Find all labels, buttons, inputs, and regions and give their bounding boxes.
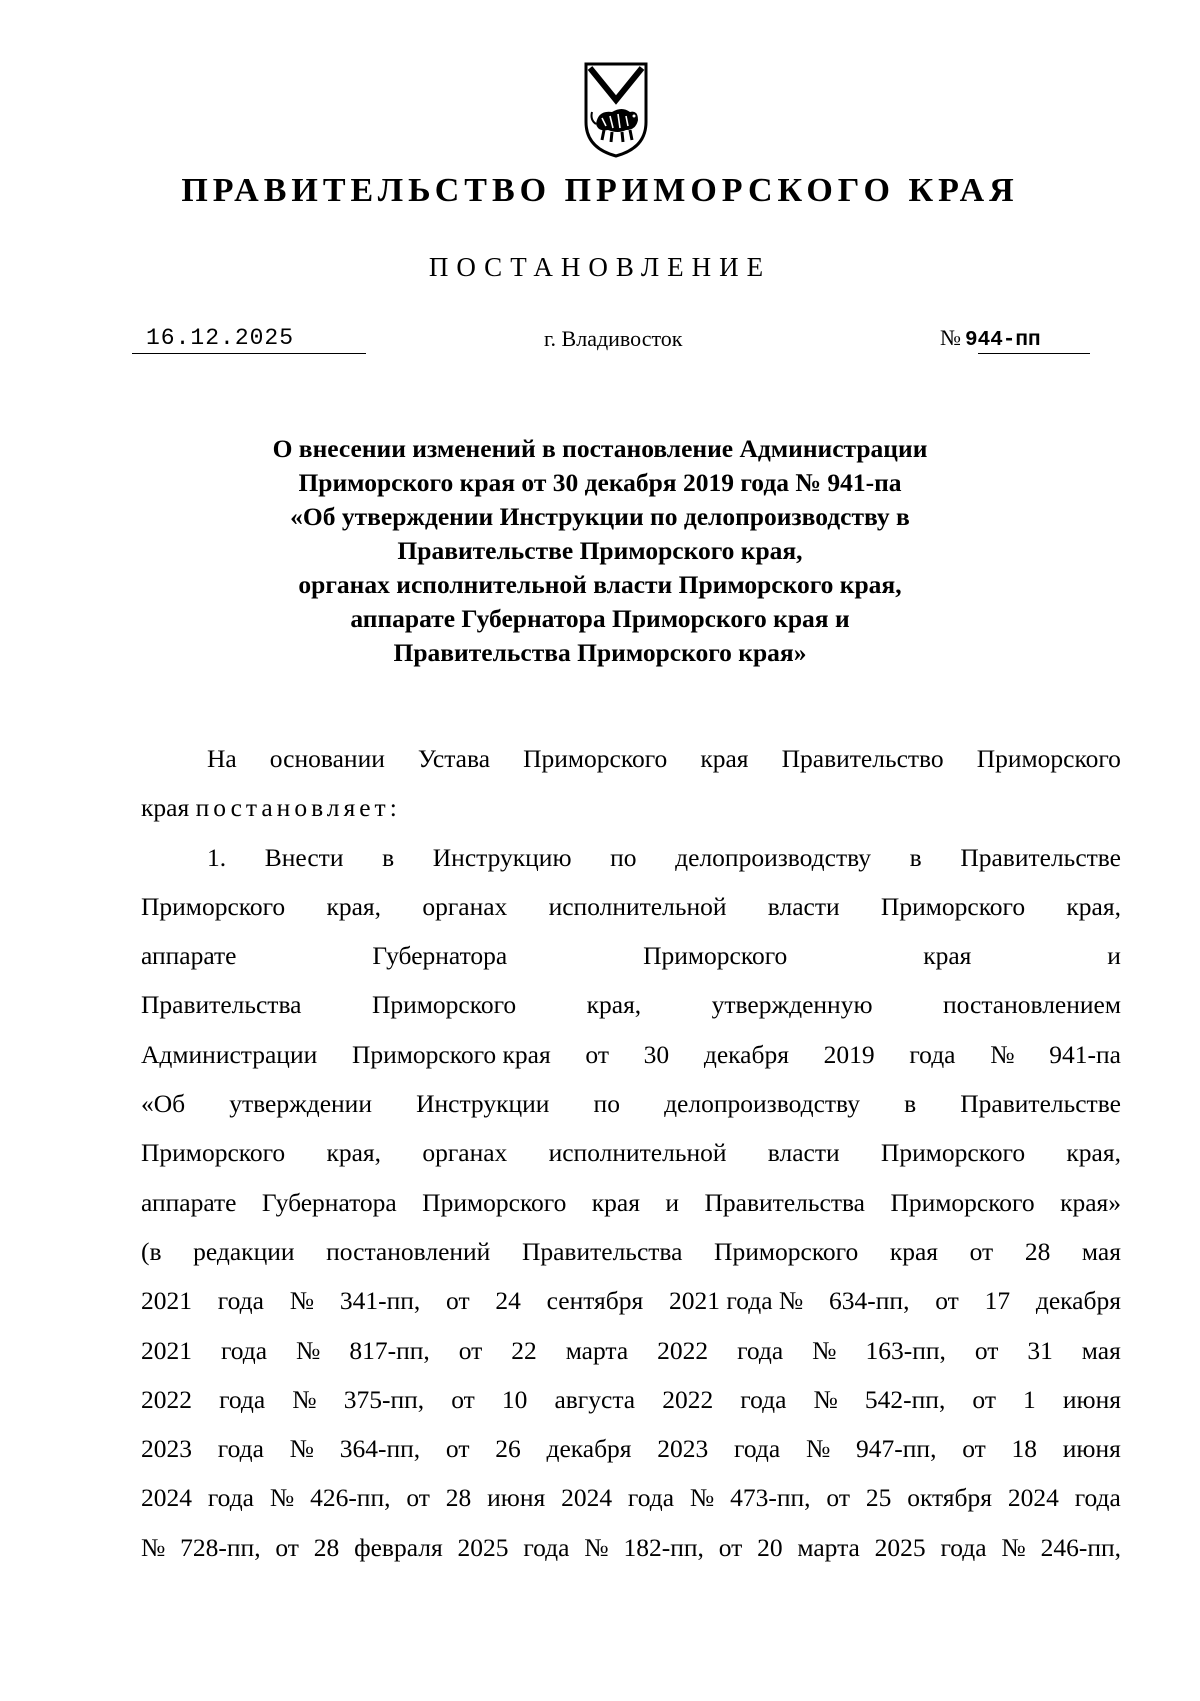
word: мая	[1081, 1335, 1121, 1365]
word: 2021	[141, 1286, 192, 1316]
word: основании	[269, 744, 385, 773]
word: июня	[487, 1483, 546, 1513]
word: мая	[1081, 1236, 1121, 1266]
word: и	[665, 1187, 680, 1217]
word: Приморского	[880, 891, 1026, 921]
word: утвержденную	[711, 990, 873, 1020]
word: 2022	[141, 1384, 192, 1414]
word: 17	[984, 1286, 1011, 1316]
word: года	[737, 1335, 784, 1365]
word: Приморского	[371, 990, 517, 1020]
word: 1	[1023, 1384, 1036, 1414]
body-line	[141, 1030, 1121, 1079]
document-date: 16.12.2025	[132, 324, 366, 354]
word: №	[805, 1434, 831, 1464]
word: утверждении	[229, 1089, 372, 1119]
word: 26	[495, 1434, 521, 1464]
word: №	[1001, 1532, 1026, 1562]
word: края,	[586, 990, 642, 1020]
word: делопроизводству	[664, 1089, 860, 1119]
body-line	[141, 783, 1121, 832]
word: №	[584, 1532, 609, 1562]
word: Приморского	[714, 1236, 859, 1266]
word: от	[718, 1532, 743, 1562]
body-line	[141, 1473, 1121, 1522]
word: декабря	[703, 1039, 789, 1069]
document-number	[940, 324, 1090, 354]
document-heading	[100, 432, 1100, 670]
word: 817-пп,	[349, 1335, 430, 1365]
word: 28	[445, 1483, 472, 1513]
word: года	[734, 1434, 781, 1464]
word: от	[826, 1483, 850, 1513]
word: Внести	[264, 842, 344, 872]
word: 2024	[1007, 1483, 1059, 1513]
number-sign: №	[940, 325, 961, 350]
word: 2025	[457, 1532, 509, 1562]
word: от	[585, 1039, 609, 1069]
word: 375-пп,	[343, 1384, 425, 1414]
word: Устава	[417, 744, 491, 773]
body-paragraph	[141, 833, 1121, 1572]
word: делопроизводству	[675, 842, 872, 872]
word: 542-пп,	[864, 1384, 946, 1414]
word: марта	[565, 1335, 629, 1365]
word: Губернатора	[261, 1187, 397, 1217]
word: 2021	[141, 1335, 192, 1365]
word: 2021 года №	[669, 1286, 804, 1316]
word: в	[904, 1089, 917, 1119]
word: №	[269, 1483, 295, 1513]
word: органах	[422, 891, 508, 921]
word: июня	[1062, 1384, 1121, 1414]
heading-line: Правительства Приморского края»	[393, 638, 807, 667]
word: года	[627, 1483, 675, 1513]
word: по	[610, 842, 637, 872]
word: (в	[141, 1236, 162, 1266]
word: №	[296, 1335, 321, 1365]
word: На	[207, 744, 237, 773]
body-line	[141, 1079, 1121, 1128]
word: аппарате	[141, 1187, 237, 1217]
word: от	[275, 1532, 299, 1562]
body-line	[141, 882, 1121, 931]
word: редакции	[193, 1236, 295, 1266]
word: 24	[495, 1286, 521, 1316]
word: года	[220, 1335, 268, 1365]
word: Приморского	[141, 1138, 286, 1168]
word: края»	[1060, 1187, 1121, 1217]
word: края,	[326, 1138, 382, 1168]
word: 10	[501, 1384, 528, 1414]
word: края,	[1066, 891, 1121, 921]
word: №	[289, 1286, 315, 1316]
word: от	[935, 1286, 959, 1316]
word: власти	[767, 891, 840, 921]
word: в	[909, 842, 922, 872]
word: Правительстве	[960, 1089, 1121, 1119]
word: Губернатора	[372, 941, 508, 971]
word: №	[812, 1335, 837, 1365]
body-line	[141, 931, 1121, 980]
word: власти	[767, 1138, 840, 1168]
word: года	[909, 1039, 956, 1069]
word: 163-пп,	[865, 1335, 946, 1365]
word: 2023	[141, 1434, 192, 1464]
word: года	[217, 1286, 264, 1316]
word: Приморского края	[351, 1039, 551, 1069]
body-text: края	[141, 793, 190, 823]
word: Приморского	[141, 891, 286, 921]
word: 426-пп,	[310, 1483, 391, 1513]
number-value: 944-пп	[965, 329, 1041, 352]
word: 2023	[657, 1434, 709, 1464]
resolution-keyword: постановляет:	[195, 793, 401, 823]
coat-of-arms-emblem	[578, 60, 654, 160]
word: постановлением	[942, 990, 1121, 1020]
body-line	[141, 1424, 1121, 1473]
word: 364-пп,	[339, 1434, 421, 1464]
word: от	[458, 1335, 483, 1365]
body-line	[141, 1178, 1121, 1227]
word: 28	[313, 1532, 340, 1562]
word: 2022	[662, 1384, 714, 1414]
body-line	[141, 1375, 1121, 1424]
word: от	[969, 1236, 994, 1266]
word: по	[593, 1089, 620, 1119]
word: края	[889, 1236, 939, 1266]
heading-line: Правительстве Приморского края,	[397, 536, 803, 565]
word: органах	[422, 1138, 508, 1168]
body-line	[141, 1128, 1121, 1177]
body-line	[141, 734, 1121, 783]
heading-line: «Об утверждении Инструкции по делопроизводству в	[290, 502, 910, 531]
word: 2024	[561, 1483, 613, 1513]
body-line	[141, 1326, 1121, 1375]
word: исполнительной	[548, 1138, 727, 1168]
word: Правительство	[781, 744, 944, 773]
word: 18	[1011, 1434, 1038, 1464]
word: Правительстве	[960, 842, 1121, 872]
word: года	[217, 1434, 264, 1464]
word: 941-па	[1049, 1039, 1121, 1069]
word: края	[591, 1187, 640, 1217]
word: Администрации	[141, 1039, 318, 1069]
word: Правительства	[521, 1236, 683, 1266]
word: исполнительной	[548, 891, 727, 921]
body-line	[141, 980, 1121, 1029]
word: 246-пп,	[1040, 1532, 1121, 1562]
word: 31	[1027, 1335, 1053, 1365]
body-line	[141, 1227, 1121, 1276]
word: августа	[554, 1384, 636, 1414]
word: 20	[757, 1532, 783, 1562]
word: 25	[865, 1483, 892, 1513]
word: №	[813, 1384, 838, 1414]
word: Приморского	[890, 1187, 1035, 1217]
document-body	[141, 734, 1121, 1572]
word: 947-пп,	[856, 1434, 937, 1464]
word: от	[974, 1335, 999, 1365]
word: 634-пп,	[829, 1286, 910, 1316]
word: «Об	[141, 1089, 186, 1119]
word: 22	[511, 1335, 537, 1365]
word: от	[451, 1384, 475, 1414]
word: года	[219, 1384, 266, 1414]
word: 2019	[823, 1039, 875, 1069]
word: года	[1074, 1483, 1121, 1513]
word: 728-пп,	[180, 1532, 261, 1562]
word: декабря	[546, 1434, 632, 1464]
word: года	[940, 1532, 987, 1562]
word: в	[382, 842, 395, 872]
word: от	[962, 1434, 986, 1464]
body-line	[141, 1523, 1121, 1572]
word: марта	[797, 1532, 860, 1562]
word: края,	[1066, 1138, 1121, 1168]
word: 182-пп,	[623, 1532, 704, 1562]
word: 341-пп,	[339, 1286, 421, 1316]
word: №	[990, 1039, 1015, 1069]
word: аппарате	[141, 941, 237, 971]
word: Правительства	[704, 1187, 865, 1217]
word: 2022	[657, 1335, 709, 1365]
body-line	[141, 1276, 1121, 1325]
word: сентября	[546, 1286, 644, 1316]
heading-line: органах исполнительной власти Приморского края,	[298, 570, 902, 599]
word: октября	[907, 1483, 992, 1513]
heading-line: О внесении изменений в постановление Администрации	[272, 434, 928, 463]
word: года	[523, 1532, 570, 1562]
word: 28	[1024, 1236, 1051, 1266]
word: Приморского	[523, 744, 668, 773]
word: февраля	[354, 1532, 443, 1562]
body-line	[141, 833, 1121, 882]
word: №	[289, 1434, 314, 1464]
word: Инструкции	[416, 1089, 550, 1119]
document-type: ПОСТАНОВЛЕНИЕ	[428, 252, 772, 282]
word: Правительства	[141, 990, 302, 1020]
word: Приморского	[880, 1138, 1026, 1168]
word: №	[689, 1483, 715, 1513]
word: июня	[1062, 1434, 1121, 1464]
word: и	[1107, 941, 1121, 971]
word: края	[923, 941, 972, 971]
heading-line: Приморского края от 30 декабря 2019 года № 941-па	[298, 468, 902, 497]
word: года	[207, 1483, 254, 1513]
government-title: ПРАВИТЕЛЬСТВО ПРИМОРСКОГО КРАЯ	[181, 172, 1019, 209]
word: от	[406, 1483, 430, 1513]
word: от	[972, 1384, 996, 1414]
word: от	[446, 1286, 470, 1316]
word: Приморского	[422, 1187, 567, 1217]
document-city: г. Владивосток	[544, 326, 683, 351]
word: года	[740, 1384, 787, 1414]
word: №	[292, 1384, 317, 1414]
word: Приморского	[976, 744, 1121, 773]
heading-line: аппарате Губернатора Приморского края и	[350, 604, 850, 633]
word: края	[700, 744, 749, 773]
word: 2024	[141, 1483, 192, 1513]
word: №	[141, 1532, 166, 1562]
word: 2025	[874, 1532, 926, 1562]
word: 1.	[207, 842, 227, 872]
word: 473-пп,	[730, 1483, 811, 1513]
word: края,	[326, 891, 382, 921]
word: Инструкцию	[432, 842, 572, 872]
word: от	[445, 1434, 470, 1464]
word: 30	[643, 1039, 670, 1069]
word: постановлений	[326, 1236, 491, 1266]
word: декабря	[1035, 1286, 1121, 1316]
word: Приморского	[643, 941, 788, 971]
